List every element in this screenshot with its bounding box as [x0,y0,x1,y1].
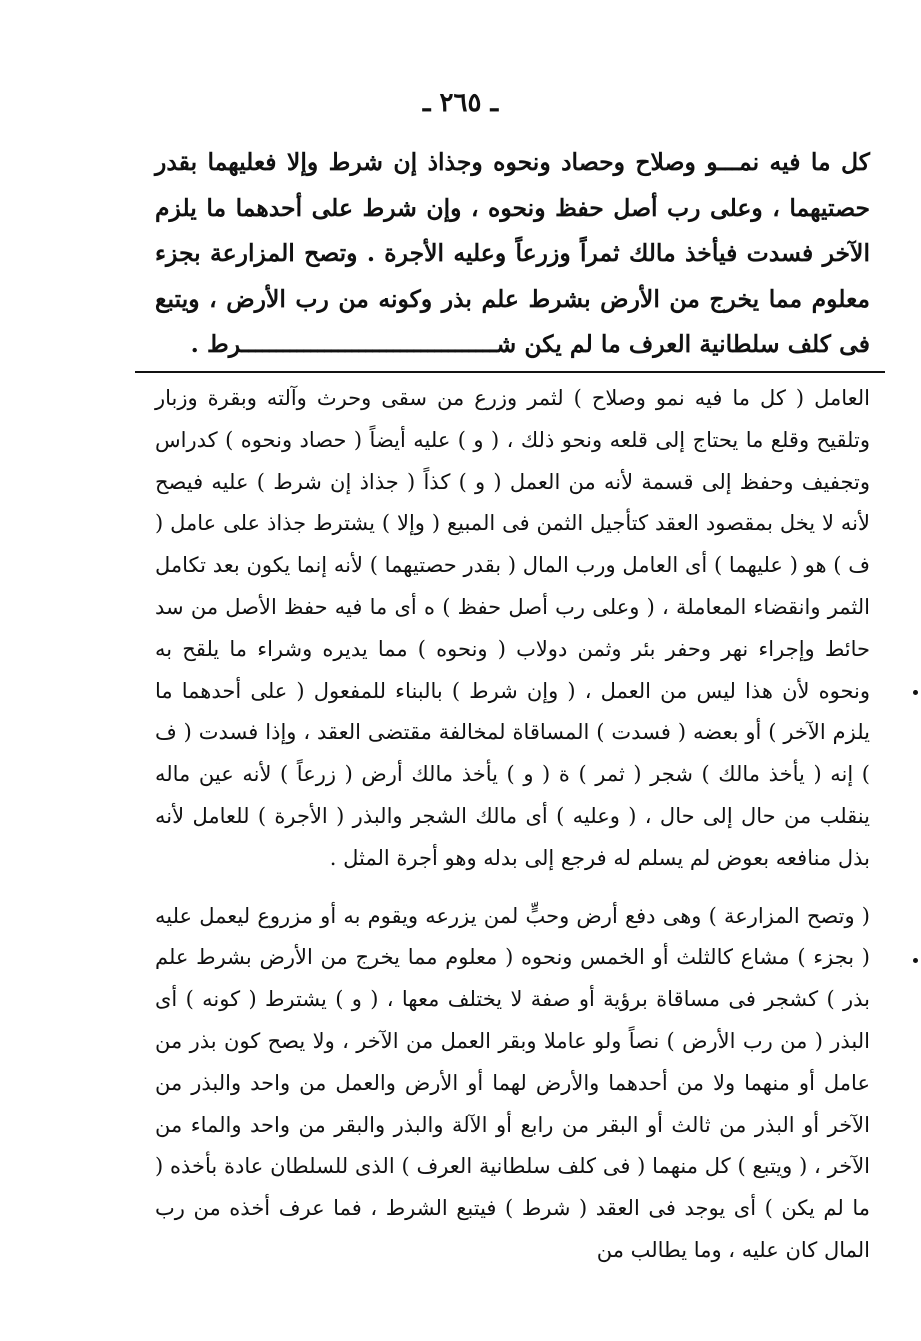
commentary-paragraph: العامل ( كل ما فيه نمو وصلاح ) لثمر وزرع من سقى وحرث وآلته وبقرة وزبار وتلقيح وقلع ما يحتاج إلى قلعه ونحو ذلك ، ( و ) عليه أيضاً ( حصاد ونحوه ) كدراس وتجفيف وحفظ إلى قسمة لأنه من العمل ( و ) كذاً ( جذاذ إن شرط ) عليه فيصح لأنه لا يخل بمقصود العقد كتأجيل الثمن فى المبيع ( وإلا ) يشترط جذاذ على عامل ( ف ) هو ( عليهما ) أى العامل ورب المال ( بقدر حصتيهما ) لأنه إنما يكون بعد تكامل الثمر وانقضاء المعاملة ، ( وعلى رب أصل حفظ ) ه أى ما فيه حفظ الأصل من سد حائط وإجراء نهر وحفر بئر وثمن دولاب ( ونحوه ) مما يديره وشراء ما يلقح به ونحوه لأن هذا ليس من العمل ، ( وإن شرط ) بالبناء للمفعول ( على أحدهما ما يلزم الآخر ) أو بعضه ( فسدت ) المساقاة لمخالفة مقتضى العقد ، وإذا فسدت ( ف ) إنه ( يأخذ مالك ) شجر ( ثمر ) ة ( و ) يأخذ مالك أرض ( زرعاً ) لأنه عين ماله ينقلب من حال إلى حال ، ( وعليه ) أى مالك الشجر والبذر ( الأجرة ) للعامل لأنه بذل منافعه بعوض لم يسلم له فرجع إلى بدله وهو أجرة المثل . [155,386,870,870]
section-divider [135,371,885,373]
commentary [155,378,870,1272]
main-text: كل ما فيه نمـــو وصلاح وحصاد ونحوه وجذاذ إن شرط وإلا فعليهما بقدر حصتيهما ، وعلى رب أصل حفظ ونحوه ، وإن شرط على أحدهما ما يلزم الآخر فسدت فيأخذ مالك ثمراً وزرعاً وعليه الأجرة . وتصح المزارعة بجزء معلوم مما يخرج من الأرض بشرط علم بذر وكونه من رب الأرض ، ويتبع فى كلف سلطانية العرف ما لم يكن شـــــــــــــــــــــــــــــــــــــرط . [155,148,870,358]
commentary-paragraph: ( وتصح المزارعة ) وهى دفع أرض وحبٍّ لمن يزرعه ويقوم به أو مزروع ليعمل عليه ( بجزء ) مشاع كالثلث أو الخمس ونحوه ( معلوم مما يخرج من الأرض بشرط علم بذر ) كشجر فى مساقاة برؤية أو صفة لا يختلف معها ، ( و ) يشترط ( كونه ) أى البذر ( من رب الأرض ) نصاً ولو عاملا وبقر العمل من الآخر ، ولا يصح كون بذر من عامل أو منهما ولا من أحدهما والأرض لهما أو الأرض والعمل من واحد والبذر من الآخر أو البذر من ثالث أو البقر من رابع أو الآلة والبذر والبقر من واحد والماء من الآخر ، ( ويتبع ) كل منهما ( فى كلف سلطانية العرف ) الذى للسلطان عادة بأخذه ( ما لم يكن ) أى يوجد فى العقد ( شرط ) فيتبع الشرط ، فما عرف أخذه من رب المال كان عليه ، وما يطالب من [155,903,870,1262]
margin-dot [913,690,918,695]
margin-dot [913,958,918,963]
page-number: ـ ٢٦٥ ـ [422,88,499,118]
